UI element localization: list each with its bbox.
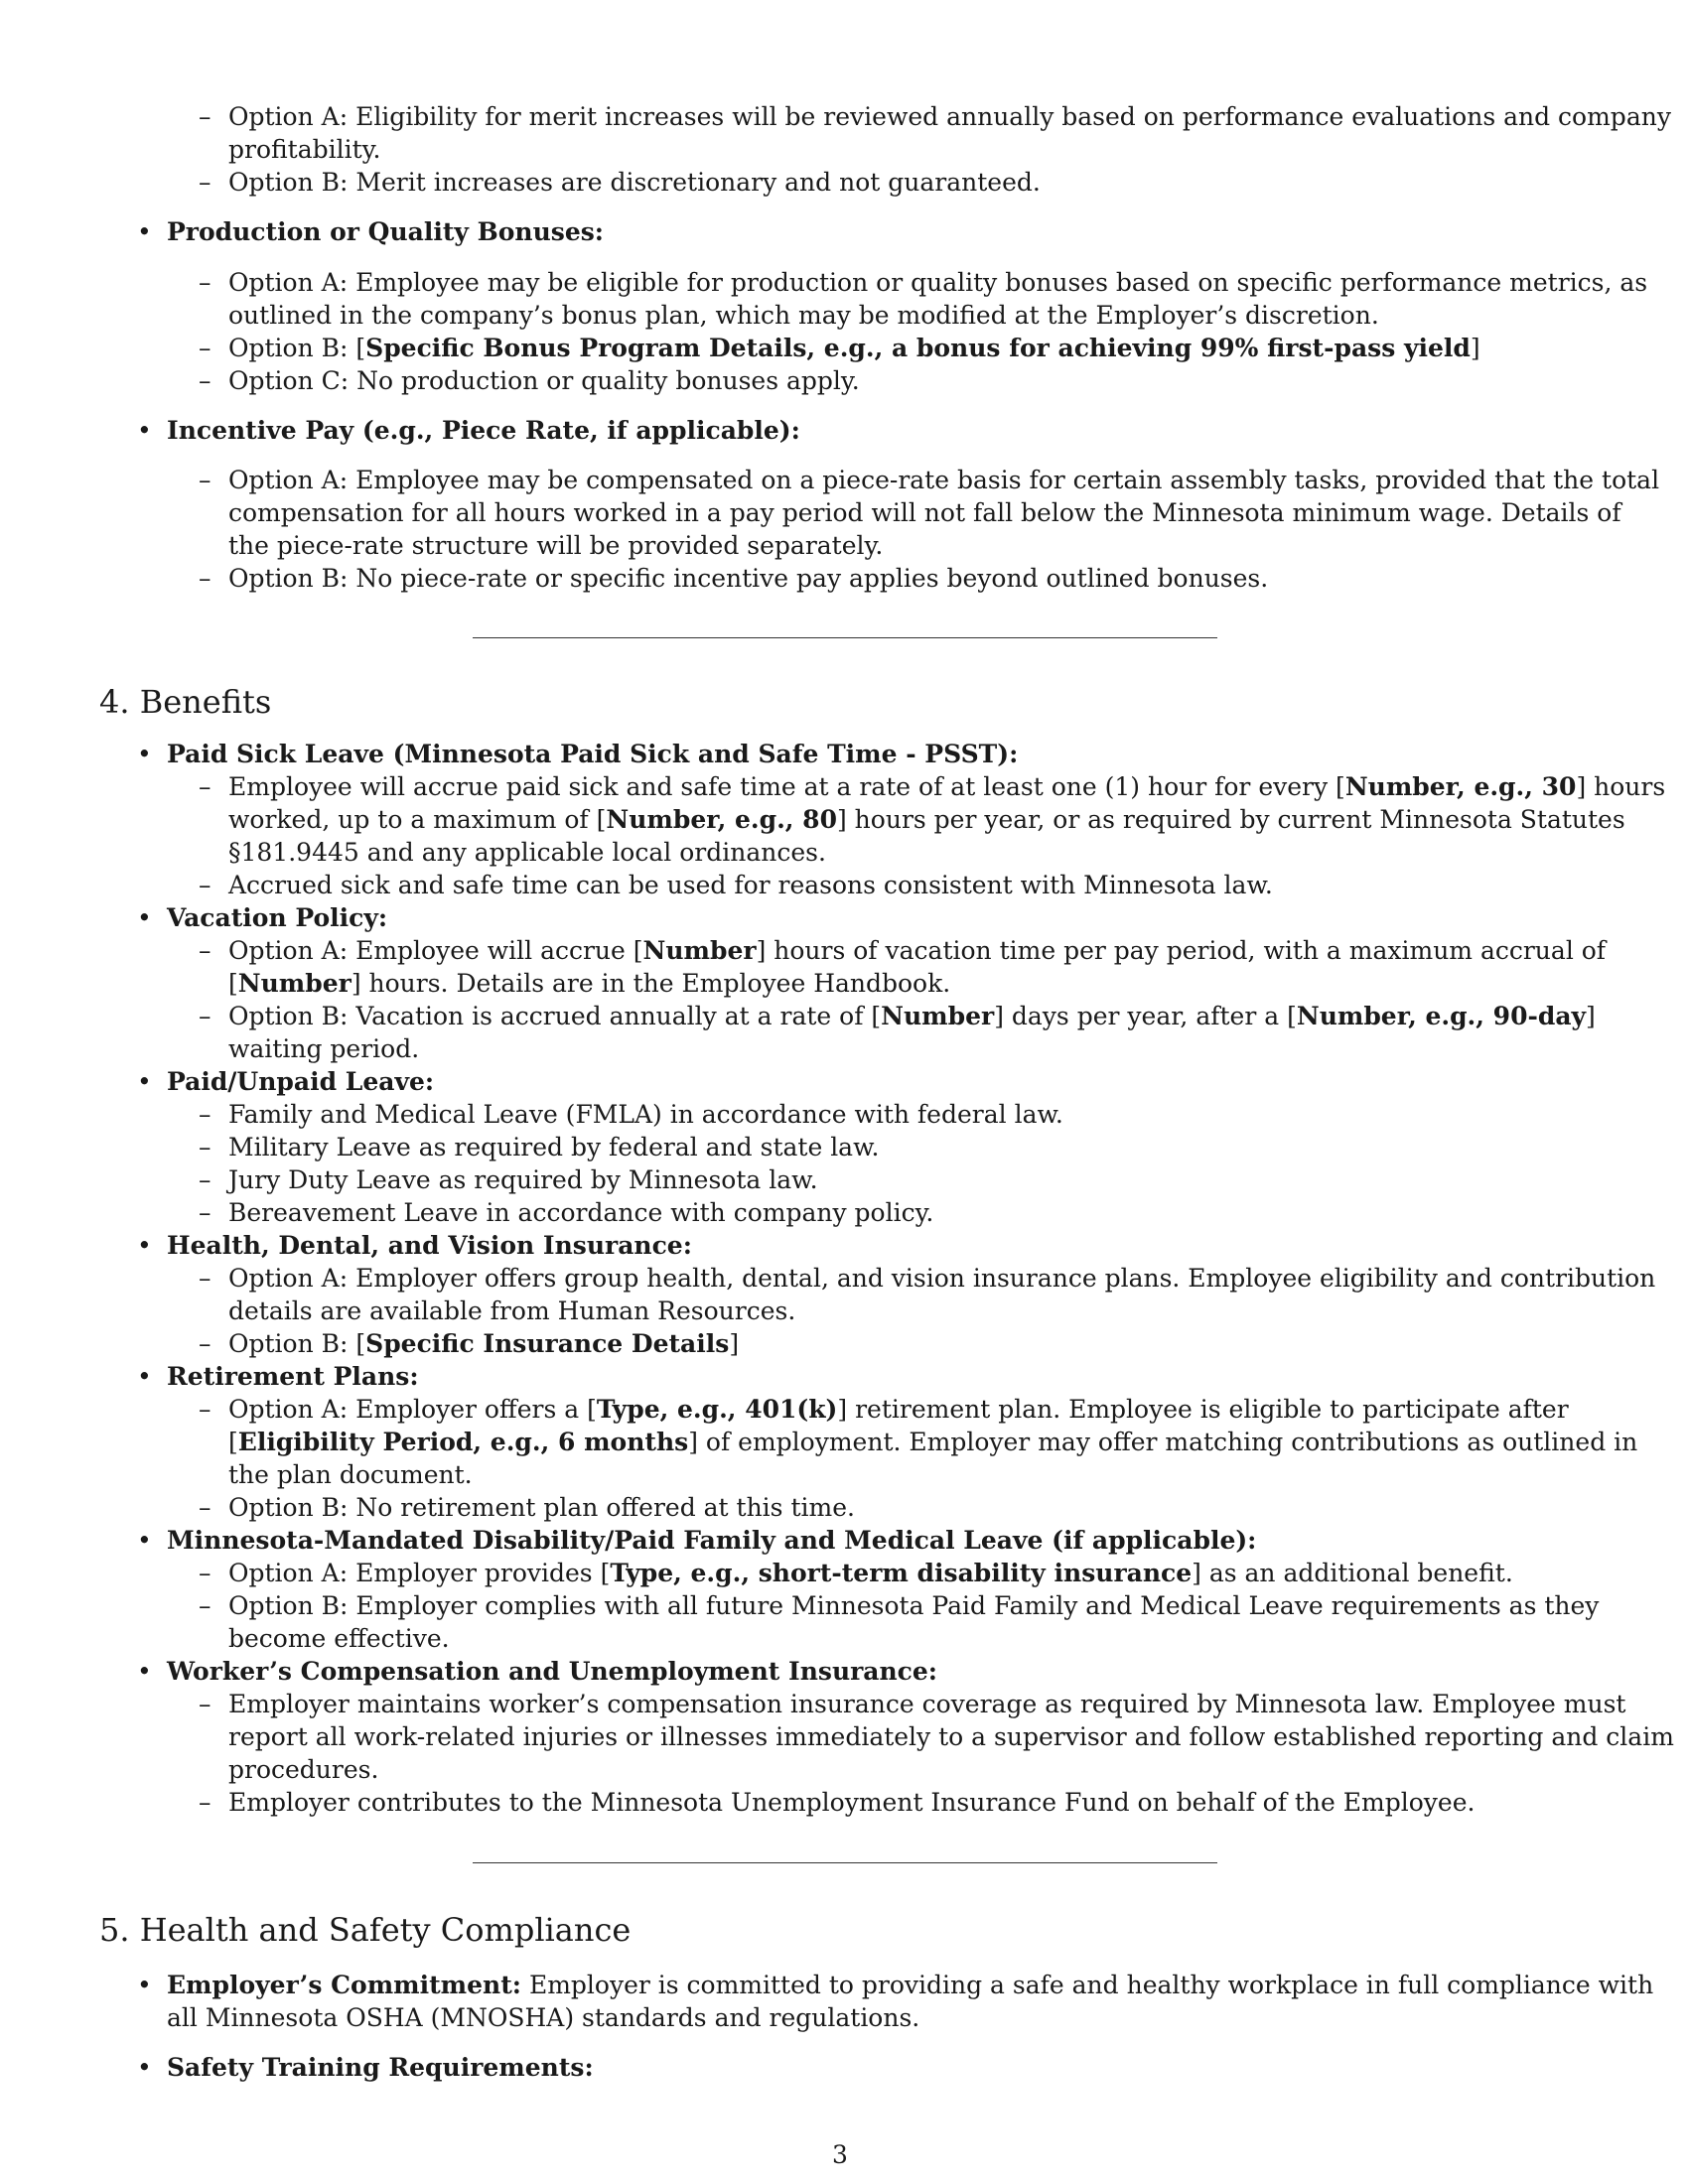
retirement-option-b: Option B: No retirement plan offered at this time. xyxy=(228,1493,855,1522)
bullet: • xyxy=(137,1067,152,1096)
dash-bullet: – xyxy=(199,871,211,899)
leave-item: Family and Medical Leave (FMLA) in accordance with federal law. xyxy=(228,1100,1063,1129)
merit-option-a: Option A: Eligibility for merit increases will be reviewed annually based on performance evaluations and company xyxy=(228,102,1671,131)
production-option-a-cont: outlined in the company’s bonus plan, which may be modified at the Employer’s discretion. xyxy=(228,301,1379,330)
bullet: • xyxy=(137,416,152,445)
leave-item: Bereavement Leave in accordance with company policy. xyxy=(228,1198,934,1227)
dash-bullet: – xyxy=(199,366,211,395)
incentive-option-a-cont: compensation for all hours worked in a pay period will not fall below the Minnesota minimum wage. Details of xyxy=(228,498,1621,527)
incentive-heading: Incentive Pay (e.g., Piece Rate, if applicable): xyxy=(167,416,800,445)
dash-bullet: – xyxy=(199,564,211,593)
leave-item: Military Leave as required by federal and state law. xyxy=(228,1133,880,1161)
section-divider xyxy=(473,637,1217,638)
bullet: • xyxy=(137,1362,152,1391)
dash-bullet: – xyxy=(199,1165,211,1194)
dash-bullet: – xyxy=(199,102,211,131)
vacation-option-b: Option B: Vacation is accrued annually at a rate of [Number] days per year, after a [Number, e.g., 90-day] xyxy=(228,1002,1596,1030)
bullet: • xyxy=(137,1657,152,1686)
insurance-option-b: Option B: [Specific Insurance Details] xyxy=(228,1329,740,1358)
dash-bullet: – xyxy=(199,1591,211,1620)
merit-option-b: Option B: Merit increases are discretionary and not guaranteed. xyxy=(228,168,1041,197)
vacation-option-a-cont: [Number] hours. Details are in the Employee Handbook. xyxy=(228,969,951,998)
retirement-option-a-cont: [Eligibility Period, e.g., 6 months] of employment. Employer may offer matching contributions as outlined in xyxy=(228,1428,1638,1456)
bullet: • xyxy=(137,1971,152,1999)
incentive-option-a-cont2: the piece-rate structure will be provided separately. xyxy=(228,531,884,560)
vacation-heading: Vacation Policy: xyxy=(167,903,388,932)
insurance-heading: Health, Dental, and Vision Insurance: xyxy=(167,1231,692,1260)
sick-leave-line-cont2: §181.9445 and any applicable local ordinances. xyxy=(228,838,826,867)
dash-bullet: – xyxy=(199,334,211,362)
disability-option-b-cont: become effective. xyxy=(228,1624,450,1653)
insurance-option-a: Option A: Employer offers group health, dental, and vision insurance plans. Employee eligibility and contribution xyxy=(228,1264,1656,1293)
dash-bullet: – xyxy=(199,1559,211,1587)
sick-leave-usage: Accrued sick and safe time can be used for reasons consistent with Minnesota law. xyxy=(228,871,1273,899)
merit-option-a-cont: profitability. xyxy=(228,135,381,164)
dash-bullet: – xyxy=(199,936,211,965)
dash-bullet: – xyxy=(199,1002,211,1030)
retirement-option-a: Option A: Employer offers a [Type, e.g., 401(k)] retirement plan. Employee is eligible to participate after xyxy=(228,1395,1569,1424)
dash-bullet: – xyxy=(199,268,211,297)
disability-heading: Minnesota-Mandated Disability/Paid Family and Medical Leave (if applicable): xyxy=(167,1526,1257,1555)
incentive-option-b: Option B: No piece-rate or specific incentive pay applies beyond outlined bonuses. xyxy=(228,564,1269,593)
bullet: • xyxy=(137,1526,152,1555)
disability-option-b: Option B: Employer complies with all future Minnesota Paid Family and Medical Leave requirements as they xyxy=(228,1591,1600,1620)
vacation-option-a: Option A: Employee will accrue [Number] hours of vacation time per pay period, with a maximum accrual of xyxy=(228,936,1607,965)
page-number: 3 xyxy=(832,2140,848,2169)
bullet: • xyxy=(137,2053,152,2082)
bullet: • xyxy=(137,740,152,768)
workers-comp-line: Employer maintains worker’s compensation insurance coverage as required by Minnesota law. Employee must xyxy=(228,1690,1626,1718)
leave-heading: Paid/Unpaid Leave: xyxy=(167,1067,435,1096)
bullet: • xyxy=(137,1231,152,1260)
dash-bullet: – xyxy=(199,1395,211,1424)
sick-leave-heading: Paid Sick Leave (Minnesota Paid Sick and Safe Time - PSST): xyxy=(167,740,1019,768)
sick-leave-line-cont: worked, up to a maximum of [Number, e.g., 80] hours per year, or as required by current Minnesota Statutes xyxy=(228,805,1625,834)
dash-bullet: – xyxy=(199,1133,211,1161)
dash-bullet: – xyxy=(199,1788,211,1817)
disability-option-a: Option A: Employer provides [Type, e.g., short-term disability insurance] as an additional benefit. xyxy=(228,1559,1513,1587)
retirement-option-a-cont2: the plan document. xyxy=(228,1460,473,1489)
section-heading-benefits: 4. Benefits xyxy=(99,683,272,721)
bullet: • xyxy=(137,903,152,932)
retirement-heading: Retirement Plans: xyxy=(167,1362,419,1391)
insurance-option-a-cont: details are available from Human Resources. xyxy=(228,1297,796,1325)
production-option-a: Option A: Employee may be eligible for production or quality bonuses based on specific performance metrics, as xyxy=(228,268,1648,297)
employer-commitment: Employer’s Commitment: Employer is committed to providing a safe and healthy workplace in full compliance with xyxy=(167,1971,1654,1999)
workers-comp-heading: Worker’s Compensation and Unemployment Insurance: xyxy=(167,1657,938,1686)
section-divider xyxy=(473,1862,1217,1863)
dash-bullet: – xyxy=(199,168,211,197)
leave-item: Jury Duty Leave as required by Minnesota law. xyxy=(228,1165,818,1194)
incentive-option-a: Option A: Employee may be compensated on a piece-rate basis for certain assembly tasks, provided that the total xyxy=(228,466,1660,494)
dash-bullet: – xyxy=(199,1690,211,1718)
safety-training-heading: Safety Training Requirements: xyxy=(167,2053,594,2082)
unemployment-line: Employer contributes to the Minnesota Unemployment Insurance Fund on behalf of the Employee. xyxy=(228,1788,1476,1817)
production-heading: Production or Quality Bonuses: xyxy=(167,217,605,246)
production-option-b: Option B: [Specific Bonus Program Details, e.g., a bonus for achieving 99% first-pass yield] xyxy=(228,334,1480,362)
bullet: • xyxy=(137,217,152,246)
dash-bullet: – xyxy=(199,1493,211,1522)
workers-comp-line-cont: report all work-related injuries or illnesses immediately to a supervisor and follow established reporting and claim xyxy=(228,1722,1674,1751)
dash-bullet: – xyxy=(199,1264,211,1293)
production-option-c: Option C: No production or quality bonuses apply. xyxy=(228,366,860,395)
dash-bullet: – xyxy=(199,772,211,801)
employer-commitment-cont: all Minnesota OSHA (MNOSHA) standards and regulations. xyxy=(167,2003,920,2032)
dash-bullet: – xyxy=(199,1329,211,1358)
workers-comp-line-cont2: procedures. xyxy=(228,1755,379,1784)
dash-bullet: – xyxy=(199,466,211,494)
vacation-option-b-cont: waiting period. xyxy=(228,1034,420,1063)
sick-leave-line: Employee will accrue paid sick and safe time at a rate of at least one (1) hour for every [Number, e.g., 30] hours xyxy=(228,772,1666,801)
section-heading-safety: 5. Health and Safety Compliance xyxy=(99,1911,632,1949)
dash-bullet: – xyxy=(199,1100,211,1129)
dash-bullet: – xyxy=(199,1198,211,1227)
